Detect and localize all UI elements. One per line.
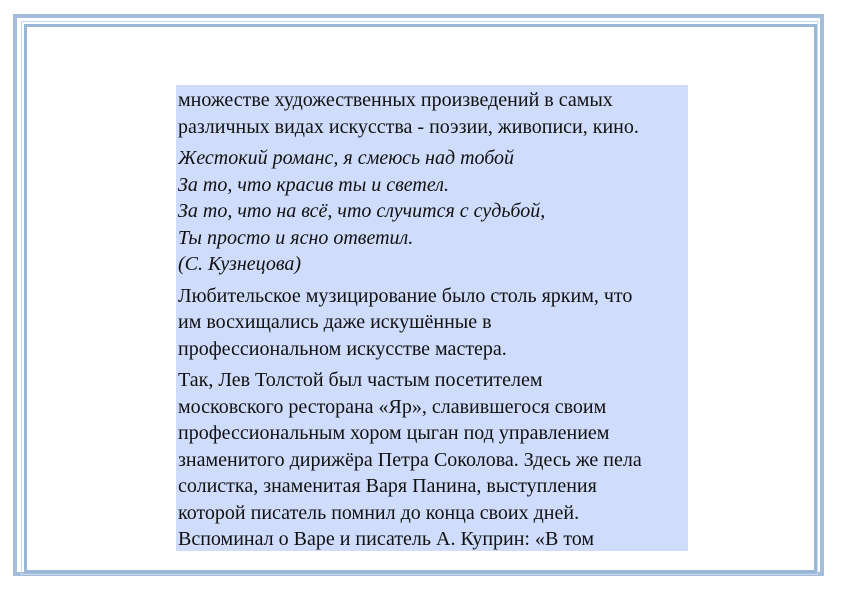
paragraph-amateur-music: Любительское музицирование было столь ярким, что им восхищались даже искушённые в профессиональном искусстве мастера. [178, 284, 633, 360]
paragraph-tolstoy: Так, Лев Толстой был частым посетителем московского ресторана «Яр», славившегося своим профессиональным хором цыган под управлением знаменитого дирижёра Петра Соколова. Здесь же пела солистка, знаменитая Варя Панина, выступления которой писатель помнил до конца своих дней. Вспоминал о Варе и писатель А. Куприн: «В том [178, 369, 642, 550]
paragraph-intro: множестве художественных произведений в самых различных видах искусства - поэзии, живописи, кино. [178, 89, 639, 138]
text-box [176, 85, 688, 551]
poem-quote: Жестокий романс, я смеюсь над тобой За то, что красив ты и светел. За то, что на всё, что случится с судьбой, Ты просто и ясно ответил. (С. Кузнецова) [178, 147, 546, 275]
